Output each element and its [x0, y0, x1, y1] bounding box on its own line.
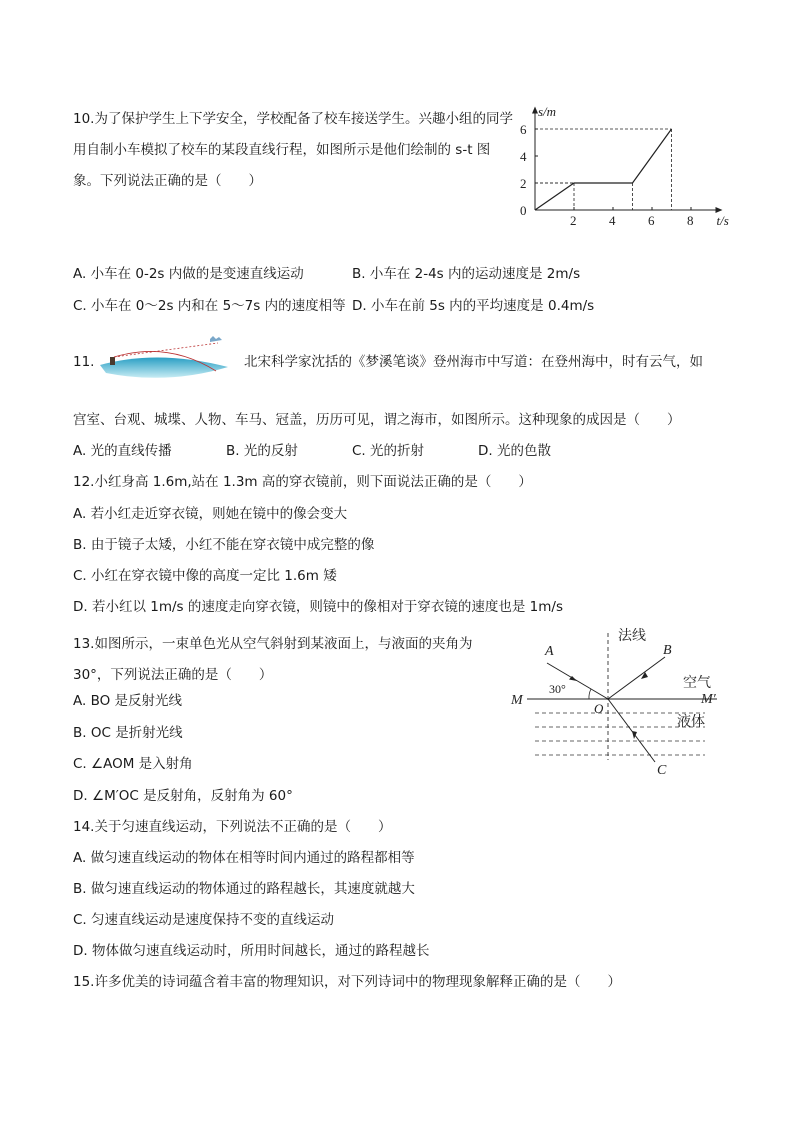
q11-option-d[interactable]: D. 光的色散 [478, 443, 551, 459]
point-o-label: O [594, 701, 604, 716]
q10-option-c[interactable]: C. 小车在 0～2s 内和在 5～7s 内的速度相等 [73, 298, 346, 314]
q12-option-d[interactable]: D. 若小红以 1m/s 的速度走向穿衣镜，则镜中的像相对于穿衣镜的速度也是 1m/s [73, 599, 563, 615]
q11-stem-line1: 北宋科学家沈括的《梦溪笔谈》登州海市中写道：在登州海中，时有云气，如 [244, 354, 703, 370]
q11-number: 11. [73, 354, 95, 370]
normal-label: 法线 [618, 629, 646, 644]
q10-option-d[interactable]: D. 小车在前 5s 内的平均速度是 0.4m/s [352, 298, 595, 314]
point-c-label: C [657, 763, 667, 778]
q12-option-b[interactable]: B. 由于镜子太矮，小红不能在穿衣镜中成完整的像 [73, 537, 375, 553]
st-chart-group [520, 104, 729, 228]
q10-stem: 10.为了保护学生上下学安全，学校配备了校车接送学生。兴趣小组的同学用自制小车模拟了校车的某段直线行程，如图所示是他们绘制的 s-t 图象。下列说法正确的是（ ） [73, 111, 513, 189]
q12-option-a[interactable]: A. 若小红走近穿衣镜，则她在镜中的像会变大 [73, 506, 348, 522]
y-axis-label: s/m [538, 104, 557, 119]
q13-option-a[interactable]: A. BO 是反射光线 [73, 693, 183, 709]
air-label: 空气 [683, 676, 711, 691]
x-tick-label: 4 [609, 213, 616, 228]
y-tick-label: 4 [520, 149, 527, 164]
point-a-label: A [545, 644, 554, 659]
q14-option-a[interactable]: A. 做匀速直线运动的物体在相等时间内通过的路程都相等 [73, 850, 415, 866]
angle-label: 30° [549, 682, 566, 696]
y-tick-label: 2 [520, 176, 527, 191]
point-m-label: M [511, 693, 523, 708]
liquid-label: 液体 [677, 715, 705, 730]
mirage-illustration [98, 333, 238, 385]
q12-option-c[interactable]: C. 小红在穿衣镜中像的高度一定比 1.6m 矮 [73, 568, 337, 584]
q10-option-a[interactable]: A. 小车在 0-2s 内做的是变速直线运动 [73, 266, 304, 282]
point-b-label: B [663, 643, 672, 658]
origin-label: 0 [520, 203, 527, 218]
q11-option-c[interactable]: C. 光的折射 [352, 443, 425, 459]
q11-option-a[interactable]: A. 光的直线传播 [73, 443, 172, 459]
q11-stem-line2: 宫室、台观、城堞、人物、车马、冠盖，历历可见，谓之海市，如图所示。这种现象的成因是（ ） [73, 412, 681, 428]
q13-stem: 13.如图所示，一束单色光从空气斜射到某液面上，与液面的夹角为 30°，下列说法正确的是（ ） [73, 636, 473, 683]
q13-option-d[interactable]: D. ∠M′OC 是反射角，反射角为 60° [73, 788, 293, 804]
q15-stem: 15.许多优美的诗词蕴含着丰富的物理知识，对下列诗词中的物理现象解释正确的是（ ） [73, 974, 621, 990]
q14-option-d[interactable]: D. 物体做匀速直线运动时，所用时间越长，通过的路程越长 [73, 943, 430, 959]
point-m-prime-label: M′ [701, 692, 716, 707]
q13-option-c[interactable]: C. ∠AOM 是入射角 [73, 756, 193, 772]
x-tick-label: 2 [570, 213, 577, 228]
st-series-line [535, 129, 672, 210]
q11-option-b[interactable]: B. 光的反射 [226, 443, 298, 459]
q14-stem: 14.关于匀速直线运动，下列说法不正确的是（ ） [73, 819, 392, 835]
st-graph [505, 100, 735, 235]
x-axis-label: t/s [716, 213, 729, 228]
q14-option-c[interactable]: C. 匀速直线运动是速度保持不变的直线运动 [73, 912, 335, 928]
q14-option-b[interactable]: B. 做匀速直线运动的物体通过的路程越长，其速度就越大 [73, 881, 415, 897]
q13-option-b[interactable]: B. OC 是折射光线 [73, 725, 183, 741]
q10-option-b[interactable]: B. 小车在 2-4s 内的运动速度是 2m/s [352, 266, 581, 282]
y-tick-label: 6 [520, 122, 527, 137]
x-tick-label: 8 [687, 213, 694, 228]
x-tick-label: 6 [648, 213, 655, 228]
refraction-diagram [505, 625, 730, 780]
q12-stem: 12.小红身高 1.6m,站在 1.3m 高的穿衣镜前，则下面说法正确的是（ ） [73, 474, 532, 490]
